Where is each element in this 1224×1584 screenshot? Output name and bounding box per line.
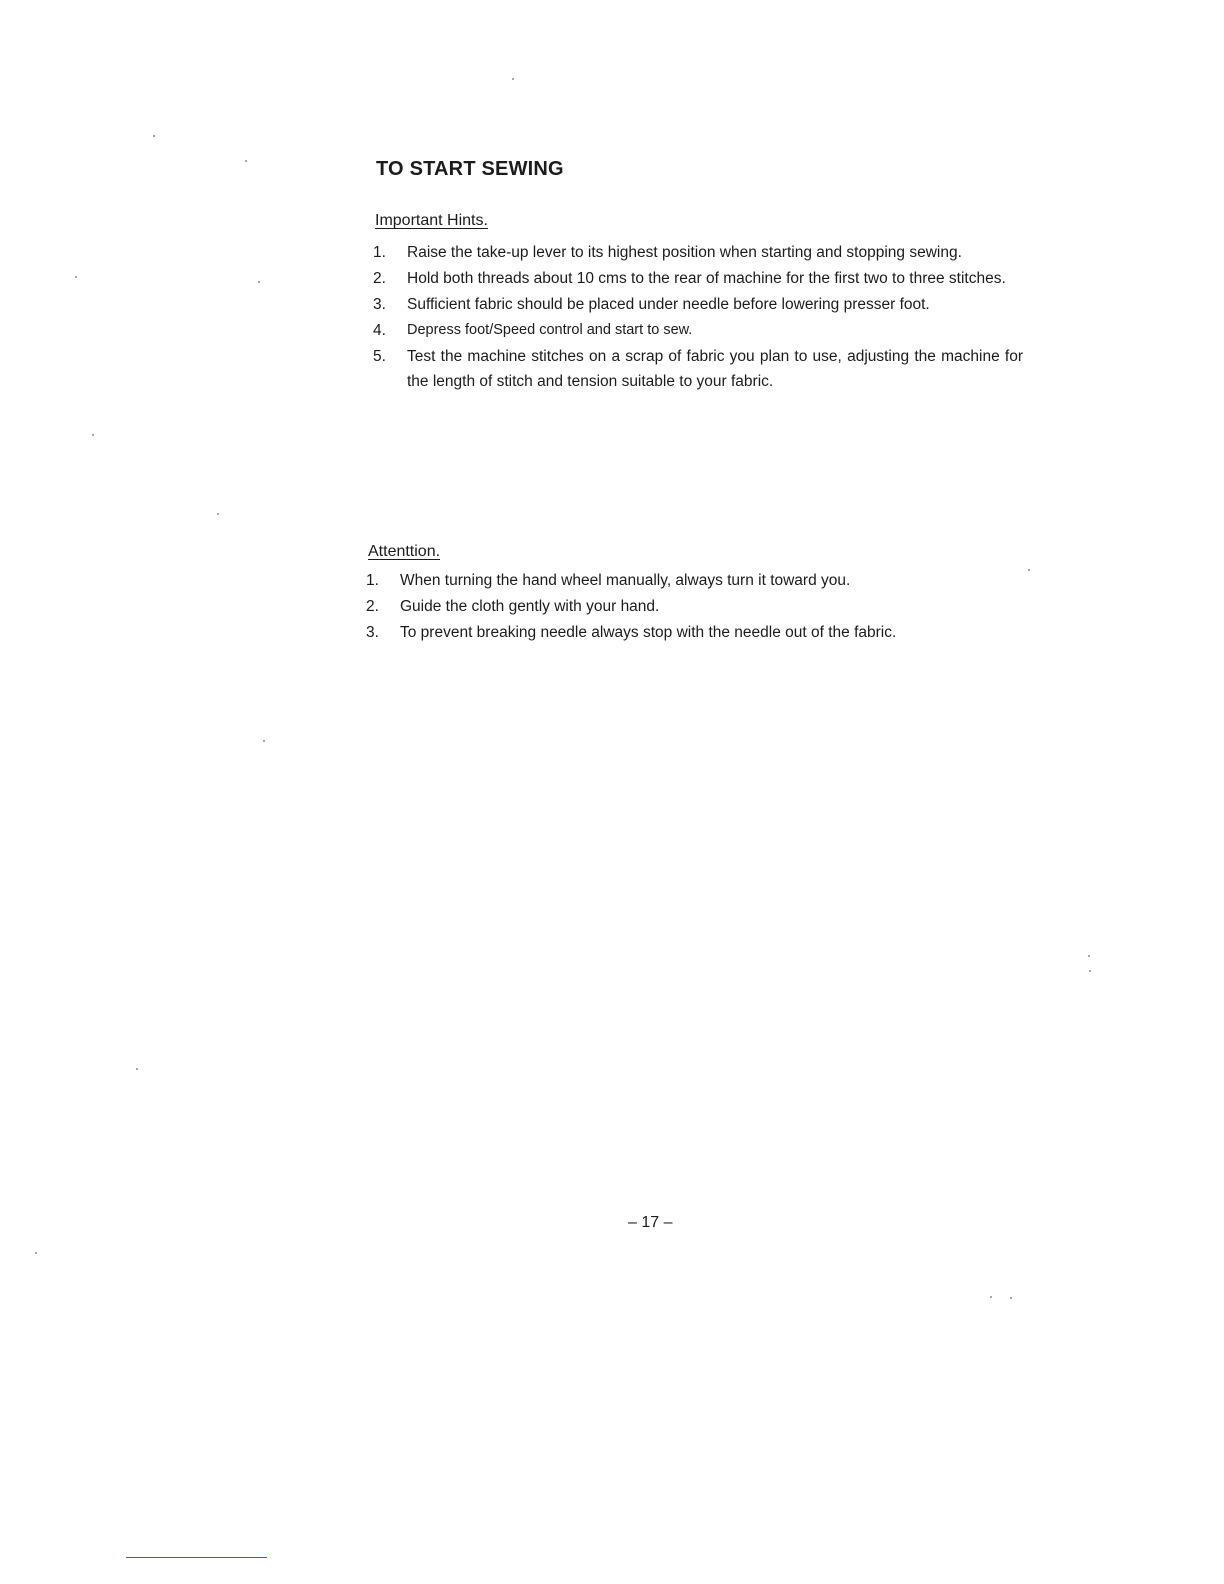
list-item-text: Guide the cloth gently with your hand. — [400, 598, 660, 615]
list-item — [373, 292, 1023, 317]
scan-speck — [35, 1252, 37, 1254]
list-item — [366, 620, 1006, 645]
list-item — [373, 266, 1023, 291]
important-hints-list — [373, 240, 1023, 395]
list-item-text: Depress foot/Speed control and start to sew. — [407, 322, 693, 338]
scan-speck — [92, 434, 94, 436]
list-item-number: 4. — [373, 322, 386, 339]
list-item-number: 2. — [366, 598, 379, 615]
scan-speck — [990, 1296, 992, 1298]
scan-speck — [1028, 569, 1030, 571]
scan-speck — [75, 276, 77, 278]
scan-speck — [263, 740, 265, 742]
scan-speck — [512, 78, 514, 80]
scan-speck — [245, 160, 247, 162]
list-item-number: 1. — [373, 244, 386, 261]
list-item-number: 2. — [373, 270, 386, 287]
list-item — [373, 240, 1023, 265]
list-item — [373, 318, 1023, 343]
list-item-number: 5. — [373, 348, 386, 365]
scan-speck — [1088, 955, 1090, 957]
list-item — [373, 344, 1023, 394]
list-item-text: Raise the take-up lever to its highest position when starting and stopping sewing. — [407, 244, 962, 261]
list-item-text: When turning the hand wheel manually, always turn it toward you. — [400, 572, 851, 589]
scan-speck — [258, 281, 260, 283]
list-item-number: 3. — [373, 296, 386, 313]
list-item — [366, 594, 1006, 619]
scan-speck — [1010, 1297, 1012, 1299]
list-item-text: To prevent breaking needle always stop with the needle out of the fabric. — [400, 624, 897, 641]
list-item-number: 3. — [366, 624, 379, 641]
list-item-number: 1. — [366, 572, 379, 589]
scan-speck — [136, 1068, 138, 1070]
list-item-text: Test the machine stitches on a scrap of fabric you plan to use, adjusting the machine for the length of stitch and tension suitable to your fabric. — [407, 348, 1023, 390]
list-item-text: Sufficient fabric should be placed under needle before lowering presser foot. — [407, 296, 930, 313]
attention-list — [366, 568, 1006, 646]
list-item-text: Hold both threads about 10 cms to the rear of machine for the first two to three stitches. — [407, 270, 1006, 287]
scan-speck — [153, 135, 155, 137]
bottom-rule — [126, 1557, 267, 1558]
attention-heading: Attenttion. — [368, 543, 441, 560]
page-title: TO START SEWING — [376, 158, 564, 180]
page-number: – 17 – — [628, 1214, 673, 1231]
important-hints-heading: Important Hints. — [375, 212, 488, 229]
scan-speck — [217, 513, 219, 515]
scan-speck — [1089, 970, 1091, 972]
list-item — [366, 568, 1006, 593]
